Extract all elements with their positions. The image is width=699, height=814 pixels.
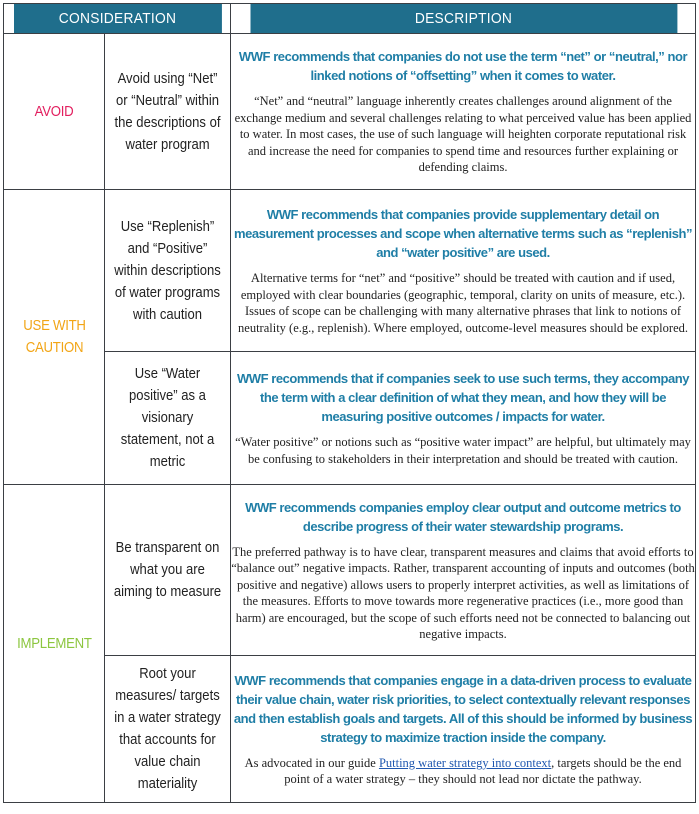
category-caution-label-line1: USE WITH: [22, 317, 86, 334]
consideration-text: Root your measures/ targets in a water strategy that accounts for value chain materiality: [114, 666, 221, 792]
description-cell: [231, 34, 696, 190]
table-header-row: [4, 4, 696, 34]
consideration-text: Use “Water positive” as a visionary statement, not a metric: [120, 366, 215, 470]
consideration-cell: [105, 190, 231, 352]
description-body-start: As advocated in our guide: [244, 755, 379, 770]
table-row: [4, 190, 696, 352]
description-cell: [231, 485, 696, 656]
consideration-cell: [105, 352, 231, 485]
consideration-cell: [105, 656, 231, 803]
description-cell: [231, 656, 696, 803]
recommendation-text: WWF recommends that companies provide supplementary detail on measurement processes and scope when alternative terms such as “replenish” and “water positive” are used.: [234, 207, 693, 260]
description-cell: [231, 352, 696, 485]
consideration-text: Use “Replenish” and “Positive” within descriptions of water programs with caution: [114, 218, 221, 323]
table-row: [4, 34, 696, 190]
description-body: “Water positive” or notions such as “positive water impact” are helpful, but ultimately may be confusing to stakeholders in their interpretation and should be treated with caution.: [235, 435, 691, 466]
recommendation-text: WWF recommends that companies do not use the term “net” or “neutral,” nor linked notions of “offsetting” when it comes to water.: [238, 49, 688, 84]
description-body: Alternative terms for “net” and “positive” should be treated with caution and if used, employed with clear boundaries (geographic, temporal, clarity on units of measure, etc.). Issues of scope can be challenging with many alternative phrases that link to notions of neutrality (e.g., replenish). Where employed, outcome-level measures should be explored.: [238, 271, 688, 335]
description-header: DESCRIPTION: [249, 4, 677, 34]
category-caution-label-line2: CAUTION: [25, 339, 83, 356]
description-body: The preferred pathway is to have clear, transparent measures and claims that avoid efforts to “balance out” negative impacts. Rather, transparent accounting of inputs and outcomes (both positive and negative) allows users to properly interpret activities, as well as limitations of the measures. Efforts to move towards more regenerative practices (i.e., more good than harm) are encouraged, but the scope of such efforts need not be connected to balancing out negative impacts.: [231, 544, 695, 641]
category-avoid: [4, 34, 105, 190]
category-implement: [4, 485, 105, 803]
description-body-end: , targets should be the end point of a water strategy – they should not lead nor dictate the pathway.: [284, 755, 682, 786]
table-row: [4, 656, 696, 803]
recommendation-text: WWF recommends companies employ clear output and outcome metrics to describe progress of their water stewardship programs.: [245, 499, 681, 534]
category-caution: [4, 190, 105, 485]
description-body: “Net” and “neutral” language inherently creates challenges around alignment of the exchange medium and several challenges relating to what perceived value has been applied to water. In most cases, the use of such language will heighten corporate reputational risk and increase the need for companies to spend time and resources further explaining or defending claims.: [234, 94, 692, 175]
consideration-cell: [105, 34, 231, 190]
table-row: [4, 352, 696, 485]
consideration-text: Avoid using “Net” or “Neutral” within the descriptions of water program: [114, 70, 221, 153]
considerations-table: [3, 3, 696, 803]
description-cell: [231, 190, 696, 352]
description-body: [231, 755, 695, 788]
consideration-text: Be transparent on what you are aiming to measure: [113, 540, 222, 600]
guide-link[interactable]: Putting water strategy into context: [378, 755, 552, 770]
consideration-cell: [105, 485, 231, 656]
consideration-header: CONSIDERATION: [13, 4, 222, 34]
recommendation-text: WWF recommends that if companies seek to use such terms, they accompany the term with a clear definition of what they mean, and how they will be measuring positive outcomes / impacts for water.: [236, 371, 690, 424]
category-implement-label: IMPLEMENT: [16, 635, 92, 652]
category-avoid-label: AVOID: [34, 103, 74, 120]
recommendation-text: WWF recommends that companies engage in a data-driven process to evaluate their value chain, water risk priorities, to select contextually relevant responses and then establish goals and targets. All of this should be informed by business strategy to maximize traction inside the company.: [233, 672, 693, 745]
table-row: [4, 485, 696, 656]
